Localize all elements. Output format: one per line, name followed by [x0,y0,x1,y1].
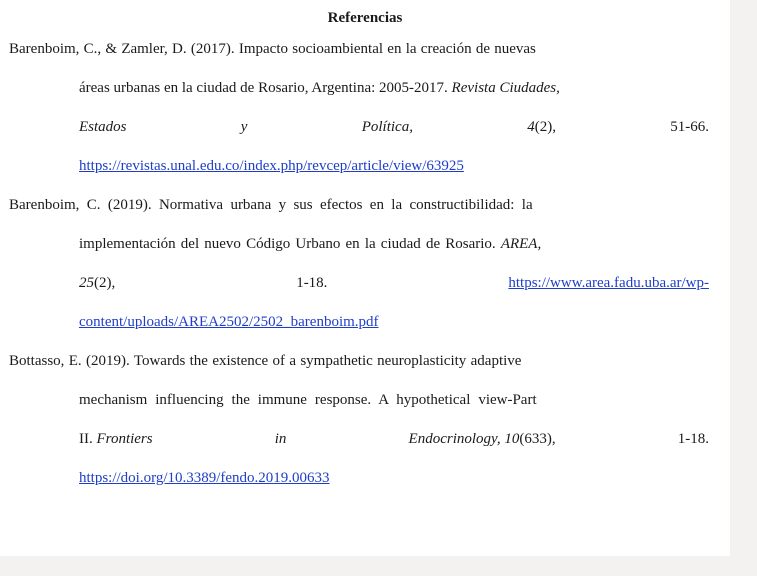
page-title: Referencias [327,10,403,26]
reference-text: áreas urbanas en la ciudad de Rosario, Argentina: 2005-2017. [79,80,452,96]
reference-line [79,235,709,253]
volume-issue: 4(2), [527,119,556,135]
reference-link[interactable]: https://www.area.fadu.uba.ar/wp- [508,275,709,291]
reference-line [79,469,330,487]
reference-text: II. Frontiers [79,431,153,447]
journal-name: in [274,431,287,447]
reference-line [79,79,709,97]
page-range: 1-18. [677,431,709,447]
journal-name: Política, [361,119,413,135]
reference-line [79,274,709,292]
reference-line [9,40,709,58]
side-panel [730,0,757,576]
reference-text: Barenboim, C., & Zamler, D. (2017). Impacto socioambiental en la creación de nuevas [9,41,536,57]
reference-line [9,352,709,370]
journal-name: AREA, [500,236,542,252]
page-range: 1-18. [296,275,328,291]
reference-link[interactable]: content/uploads/AREA2502/2502_barenboim.pdf [79,314,379,330]
page-range: 51-66. [670,119,709,135]
reference-line [79,118,709,136]
volume-issue: Endocrinology, 10(633), [408,431,556,447]
reference-link[interactable]: https://revistas.unal.edu.co/index.php/revcep/article/view/63925 [79,158,464,174]
reference-text: mechanism influencing the immune response. A hypothetical view-Part [79,392,537,408]
volume-issue: 25(2), [79,275,116,291]
journal-name: Revista Ciudades, [451,80,560,96]
journal-name: Estados [79,119,127,135]
reference-line [79,430,709,448]
reference-line [9,196,709,214]
reference-text: Bottasso, E. (2019). Towards the existence of a sympathetic neuroplasticity adaptive [9,353,522,369]
reference-text: implementación del nuevo Código Urbano en la ciudad de Rosario. [79,236,501,252]
reference-line [79,391,709,409]
reference-link[interactable]: https://doi.org/10.3389/fendo.2019.00633 [79,470,330,486]
reference-line [79,157,464,175]
reference-text: Barenboim, C. (2019). Normativa urbana y sus efectos en la constructibilidad: la [9,197,533,213]
reference-line [79,313,379,331]
journal-name: y [240,119,248,135]
